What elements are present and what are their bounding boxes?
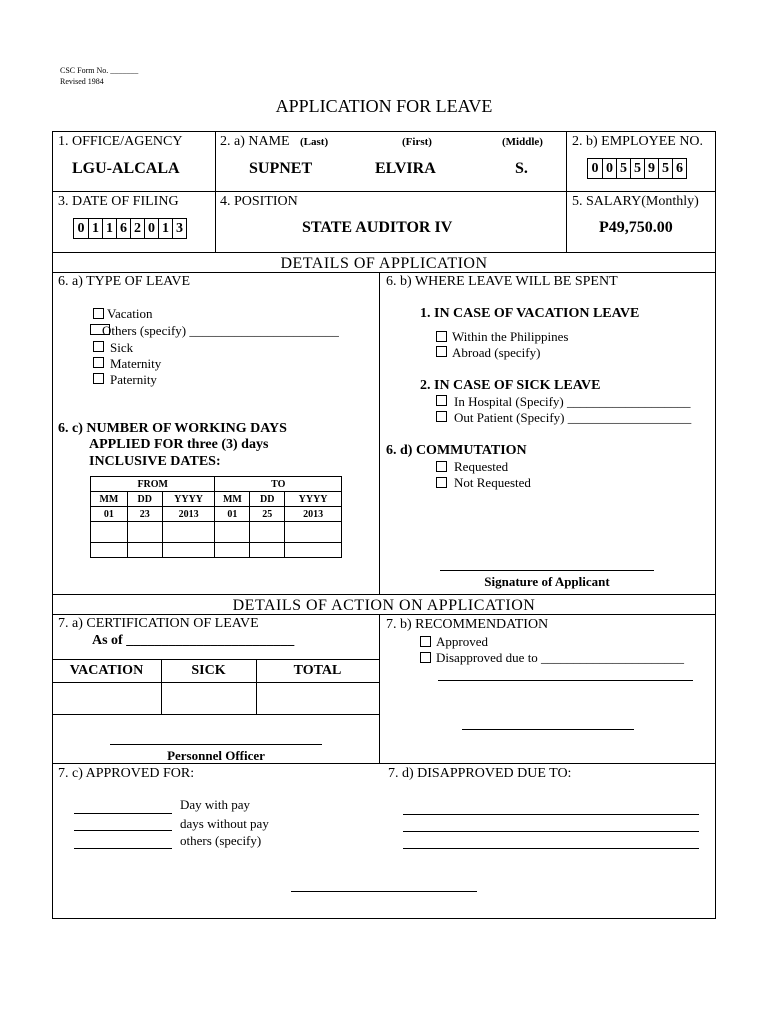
date-cell: 01 xyxy=(91,507,128,522)
disapproved-due-label: 7. d) DISAPPROVED DUE TO: xyxy=(388,766,572,781)
disapproved-reason-line[interactable] xyxy=(403,814,699,815)
personnel-officer-label: Personnel Officer xyxy=(167,748,265,763)
as-of-field: As of ________________________ xyxy=(92,633,295,648)
sick-column-header: SICK xyxy=(191,663,226,678)
sick-leave-heading: 2. IN CASE OF SICK LEAVE xyxy=(420,378,601,393)
divider xyxy=(566,131,567,252)
approved-for-label: 7. c) APPROVED FOR: xyxy=(58,766,195,781)
position-label: 4. POSITION xyxy=(220,194,298,209)
authorized-signature-line xyxy=(291,891,477,892)
digit: 0 xyxy=(144,219,158,238)
date-cell[interactable] xyxy=(285,543,342,558)
office-agency-value: LGU-ALCALA xyxy=(72,160,180,177)
date-cell: 25 xyxy=(250,507,285,522)
date-cell: 2013 xyxy=(285,507,342,522)
inclusive-dates-table xyxy=(90,476,342,558)
date-cell[interactable] xyxy=(162,543,215,558)
section-title-action: DETAILS OF ACTION ON APPLICATION xyxy=(232,597,536,614)
abroad-option: Abroad (specify) xyxy=(452,345,541,360)
paternity-checkbox[interactable] xyxy=(93,373,104,384)
out-patient-option: Out Patient (Specify) ___________________ xyxy=(454,410,692,425)
abroad-checkbox[interactable] xyxy=(436,346,447,357)
others-specify-label: others (specify) xyxy=(180,833,262,848)
signature-label: Signature of Applicant xyxy=(484,574,610,589)
date-cell[interactable] xyxy=(215,522,250,543)
approved-checkbox[interactable] xyxy=(420,636,431,647)
certification-label: 7. a) CERTIFICATION OF LEAVE xyxy=(58,616,259,631)
salary-label: 5. SALARY(Monthly) xyxy=(572,194,699,209)
divider xyxy=(52,272,716,273)
within-philippines-checkbox[interactable] xyxy=(436,331,447,342)
date-cell: 01 xyxy=(215,507,250,522)
date-cell: 2013 xyxy=(162,507,215,522)
col-header: MM xyxy=(91,492,128,507)
divider xyxy=(52,594,716,595)
total-column-header: TOTAL xyxy=(293,663,342,678)
signature-line xyxy=(440,570,654,571)
date-cell[interactable] xyxy=(127,522,162,543)
digit: 0 xyxy=(602,159,616,178)
digit: 5 xyxy=(630,159,644,178)
requested-option: Requested xyxy=(454,459,509,474)
recommendation-label: 7. b) RECOMMENDATION xyxy=(386,617,549,632)
salary-value: P49,750.00 xyxy=(599,219,673,236)
divider xyxy=(52,763,716,764)
section-title-details: DETAILS OF APPLICATION xyxy=(280,255,488,272)
digit: 2 xyxy=(130,219,144,238)
digit: 0 xyxy=(591,161,599,176)
digit: 5 xyxy=(616,159,630,178)
divider xyxy=(52,682,379,683)
sick-checkbox[interactable] xyxy=(93,341,104,352)
divider xyxy=(52,252,716,253)
date-of-filing-label: 3. DATE OF FILING xyxy=(58,194,179,209)
first-name-value: ELVIRA xyxy=(375,160,436,177)
not-requested-option: Not Requested xyxy=(454,475,531,490)
divider xyxy=(52,714,379,715)
divider xyxy=(52,659,379,660)
first-name-label: (First) xyxy=(402,136,432,148)
personnel-officer-line xyxy=(110,744,322,745)
digit: 1 xyxy=(158,219,172,238)
maternity-option: Maternity xyxy=(110,356,162,371)
recommender-signature-line xyxy=(462,729,634,730)
disapproved-checkbox[interactable] xyxy=(420,652,431,663)
date-cell[interactable] xyxy=(285,522,342,543)
col-header: DD xyxy=(127,492,162,507)
date-cell[interactable] xyxy=(127,543,162,558)
date-cell[interactable] xyxy=(250,522,285,543)
date-cell[interactable] xyxy=(91,522,128,543)
sick-option: Sick xyxy=(110,340,134,355)
disapproved-reason-line[interactable] xyxy=(403,848,699,849)
last-name-value: SUPNET xyxy=(249,160,313,177)
employee-no-digits xyxy=(587,158,687,179)
out-patient-checkbox[interactable] xyxy=(436,411,447,422)
col-header: DD xyxy=(250,492,285,507)
date-cell[interactable] xyxy=(162,522,215,543)
col-header: YYYY xyxy=(285,492,342,507)
applied-for: APPLIED FOR three (3) days xyxy=(89,437,269,452)
where-spent-label: 6. b) WHERE LEAVE WILL BE SPENT xyxy=(386,274,618,289)
vacation-checkbox[interactable] xyxy=(93,308,104,319)
date-of-filing-digits xyxy=(73,218,187,239)
from-header: FROM xyxy=(91,477,215,492)
date-cell[interactable] xyxy=(250,543,285,558)
commutation-label: 6. d) COMMUTATION xyxy=(386,443,527,458)
working-days-label: 6. c) NUMBER OF WORKING DAYS xyxy=(58,421,287,436)
divider xyxy=(215,131,216,252)
type-of-leave-label: 6. a) TYPE OF LEAVE xyxy=(58,274,191,289)
vacation-column-header: VACATION xyxy=(69,663,144,678)
col-header: YYYY xyxy=(162,492,215,507)
office-agency-label: 1. OFFICE/AGENCY xyxy=(58,134,183,149)
day-with-pay-line[interactable] xyxy=(74,813,172,814)
vacation-option: Vacation xyxy=(107,306,153,321)
divider xyxy=(379,272,380,594)
approved-option: Approved xyxy=(436,634,488,649)
divider xyxy=(379,614,380,763)
maternity-checkbox[interactable] xyxy=(93,357,104,368)
disapproved-option: Disapproved due to ______________________ xyxy=(436,650,685,665)
revised-year: Revised 1984 xyxy=(60,77,104,86)
not-requested-checkbox[interactable] xyxy=(436,477,447,488)
others-option: Others (specify) _______________________ xyxy=(102,323,339,338)
days-without-pay-line[interactable] xyxy=(74,830,172,831)
position-value: STATE AUDITOR IV xyxy=(302,219,453,236)
within-philippines-option: Within the Philippines xyxy=(452,329,569,344)
employee-no-label: 2. b) EMPLOYEE NO. xyxy=(572,134,704,149)
paternity-option: Paternity xyxy=(110,372,157,387)
day-with-pay-label: Day with pay xyxy=(180,797,251,812)
vacation-leave-heading: 1. IN CASE OF VACATION LEAVE xyxy=(420,306,640,321)
inclusive-dates-label: INCLUSIVE DATES: xyxy=(89,454,221,469)
in-hospital-checkbox[interactable] xyxy=(436,395,447,406)
page-title: APPLICATION FOR LEAVE xyxy=(275,96,493,116)
digit: 1 xyxy=(88,219,102,238)
digit: 9 xyxy=(644,159,658,178)
requested-checkbox[interactable] xyxy=(436,461,447,472)
digit: 6 xyxy=(672,159,686,178)
date-cell: 23 xyxy=(127,507,162,522)
date-cell[interactable] xyxy=(215,543,250,558)
disapproved-reason-line[interactable] xyxy=(403,831,699,832)
last-name-label: (Last) xyxy=(300,136,329,148)
middle-name-value: S. xyxy=(515,160,528,177)
digit: 5 xyxy=(658,159,672,178)
in-hospital-option: In Hospital (Specify) ___________________ xyxy=(454,394,691,409)
divider xyxy=(52,614,716,615)
digit: 0 xyxy=(77,221,85,236)
form-number: CSC Form No. _______ xyxy=(60,66,139,75)
others-specify-line[interactable] xyxy=(74,848,172,849)
date-cell[interactable] xyxy=(91,543,128,558)
middle-name-label: (Middle) xyxy=(502,136,543,148)
divider xyxy=(52,191,716,192)
digit: 3 xyxy=(172,219,186,238)
name-label: 2. a) NAME xyxy=(220,134,290,149)
digit: 1 xyxy=(102,219,116,238)
col-header: MM xyxy=(215,492,250,507)
disapproved-reason-line[interactable] xyxy=(438,680,693,681)
days-without-pay-label: days without pay xyxy=(180,816,269,831)
to-header: TO xyxy=(215,477,342,492)
digit: 6 xyxy=(116,219,130,238)
